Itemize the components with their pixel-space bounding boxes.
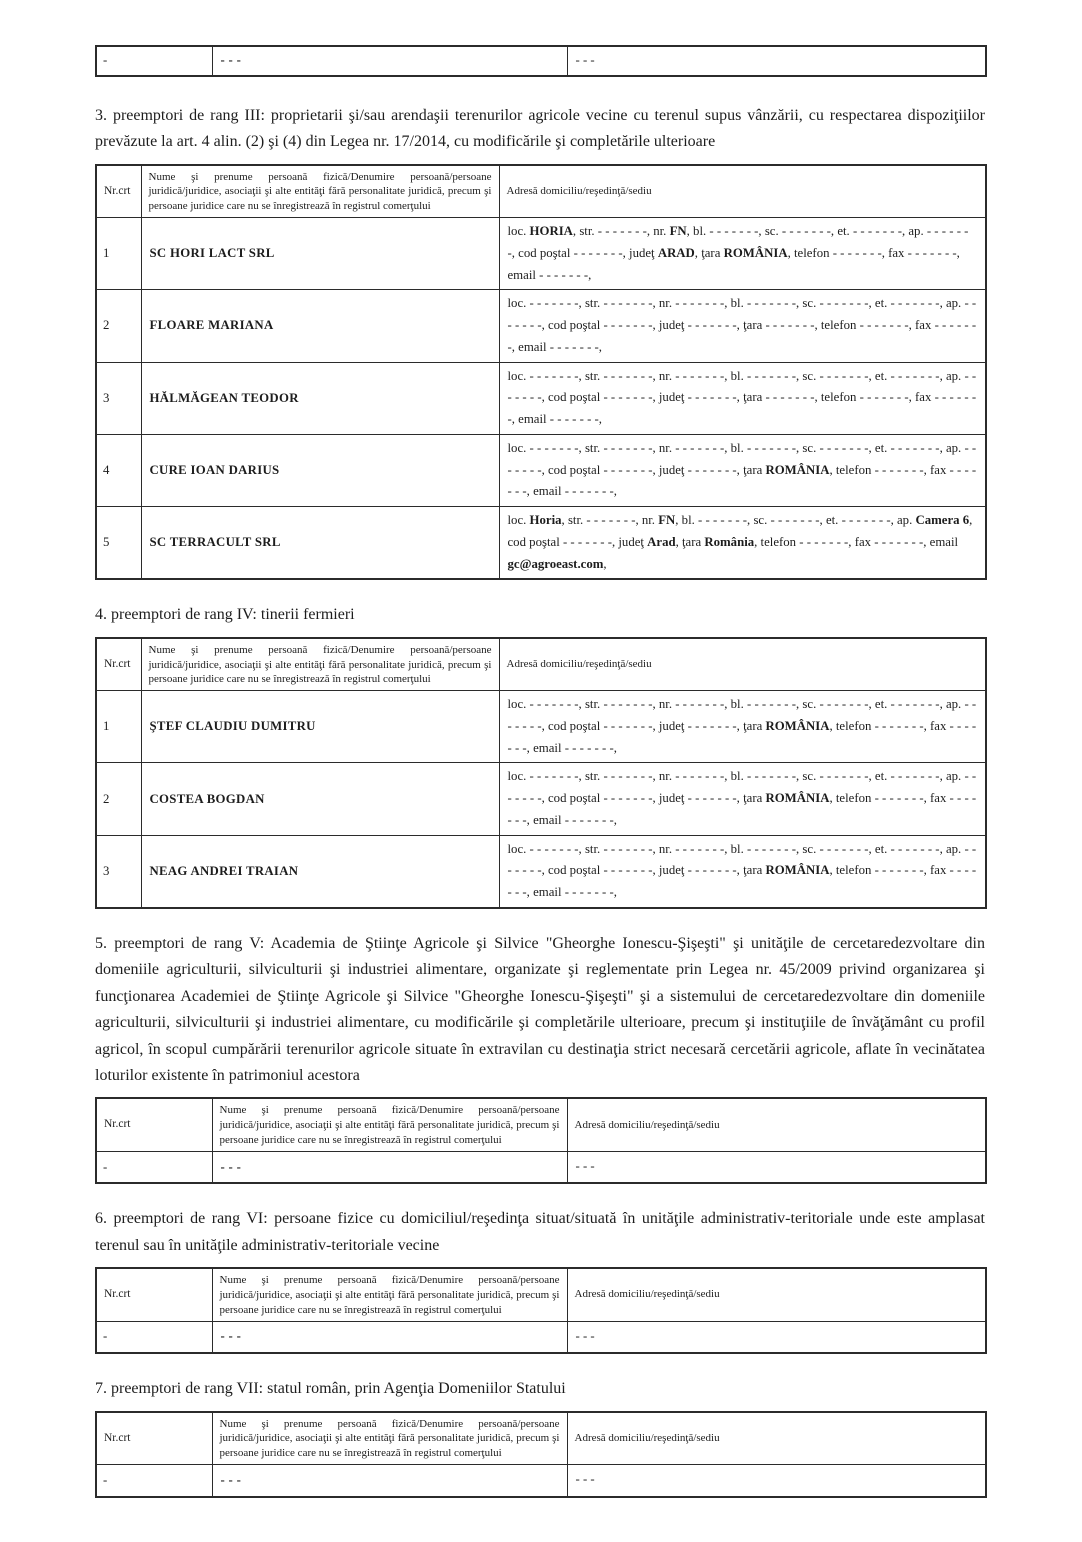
column-header-address: Adresă domiciliu/reşedinţă/sediu xyxy=(567,1098,986,1151)
carryover-table-body xyxy=(96,46,986,76)
row-number-cell: 1 xyxy=(96,218,141,290)
section-4-table xyxy=(95,637,987,909)
name-cell: CURE IOAN DARIUS xyxy=(141,434,499,506)
column-header-name: Nume şi prenume persoană fizică/Denumire persoană/persoane juridică/juridice, asociaţii şi alte entităţi fără personalitate juridică, precum şi persoane juridice care nu se înregistrează în registrul comerţului xyxy=(212,1268,567,1321)
table-header-row xyxy=(96,1412,986,1465)
row-number-cell: - xyxy=(96,1321,212,1353)
row-number-cell: 5 xyxy=(96,507,141,580)
carryover-table xyxy=(95,45,987,77)
address-cell: loc. HORIA, str. - - - - - - -, nr. FN, bl. - - - - - - -, sc. - - - - - - -, et. - - - - - - -, ap. - - - - - - -, cod poştal - - - - - - -, judeţ ARAD, ţara ROMÂNIA, telefon - - - - - - -, fax - - - - - - -, email - - - - - - -, xyxy=(499,218,986,290)
table-header-row xyxy=(96,165,986,218)
section-6-table xyxy=(95,1267,987,1354)
address-cell: - - - xyxy=(567,1151,986,1183)
table-row xyxy=(96,362,986,434)
column-header-nr: Nr.crt xyxy=(96,638,141,691)
section-5-table xyxy=(95,1097,987,1184)
row-number-cell: 3 xyxy=(96,835,141,908)
section-6-table-body xyxy=(96,1321,986,1353)
name-cell: COSTEA BOGDAN xyxy=(141,763,499,835)
column-header-address: Adresă domiciliu/reşedinţă/sediu xyxy=(499,165,986,218)
name-cell: ŞTEF CLAUDIU DUMITRU xyxy=(141,691,499,763)
table-row xyxy=(96,1151,986,1183)
section-7-heading: 7. preemptori de rang VII: statul român, prin Agenţia Domeniilor Statului xyxy=(95,1380,566,1398)
address-cell: loc. Horia, str. - - - - - - -, nr. FN, bl. - - - - - - -, sc. - - - - - - -, et. - - - - - - -, ap. Camera 6, cod poştal - - - - - - -, judeţ Arad, ţara România, telefon - - - - - - -, fax - - - - - - -, email gc@agroeast.com, xyxy=(499,507,986,580)
section-4-table-body xyxy=(96,691,986,908)
table-row xyxy=(96,434,986,506)
table-row xyxy=(96,1465,986,1497)
name-cell: HĂLMĂGEAN TEODOR xyxy=(141,362,499,434)
table-header-row xyxy=(96,1098,986,1151)
table-row xyxy=(96,218,986,290)
table-row xyxy=(96,691,986,763)
section-5-table-body xyxy=(96,1151,986,1183)
column-header-nr: Nr.crt xyxy=(96,165,141,218)
name-cell: SC HORI LACT SRL xyxy=(141,218,499,290)
column-header-nr: Nr.crt xyxy=(96,1412,212,1465)
name-cell: SC TERRACULT SRL xyxy=(141,507,499,580)
address-cell: loc. - - - - - - -, str. - - - - - - -, nr. - - - - - - -, bl. - - - - - - -, sc. - - - - - - -, et. - - - - - - -, ap. - - - - - - -, cod poştal - - - - - - -, judeţ - - - - - - -, ţara ROMÂNIA, telefon - - - - - - -, fax - - - - - - -, email - - - - - - -, xyxy=(499,691,986,763)
table-header-row xyxy=(96,1268,986,1321)
table-row xyxy=(96,507,986,580)
section-3-heading: 3. preemptori de rang III: proprietarii şi/sau arendaşii terenurilor agricole vecine cu terenul supus vânzării, cu respectarea dispoziţiilor prevăzute la art. 4 alin. (2) şi (4) din Legea nr. 17/2014, cu modificările şi completările ulterioare xyxy=(95,106,985,151)
name-cell: NEAG ANDREI TRAIAN xyxy=(141,835,499,908)
table-row xyxy=(96,835,986,908)
column-header-address: Adresă domiciliu/reşedinţă/sediu xyxy=(567,1412,986,1465)
section-6-heading: 6. preemptori de rang VI: persoane fizice cu domiciliul/reşedinţa situat/situată în unităţile administrativ-teritoriale unde este amplasat terenul sau în unităţile administrativ-teritoriale vecine xyxy=(95,1210,985,1254)
name-cell: - - - xyxy=(212,1321,567,1353)
row-number-cell: 2 xyxy=(96,290,141,362)
table-row xyxy=(96,290,986,362)
address-cell: loc. - - - - - - -, str. - - - - - - -, nr. - - - - - - -, bl. - - - - - - -, sc. - - - - - - -, et. - - - - - - -, ap. - - - - - - -, cod poştal - - - - - - -, judeţ - - - - - - -, ţara ROMÂNIA, telefon - - - - - - -, fax - - - - - - -, email - - - - - - -, xyxy=(499,434,986,506)
address-cell: - - - xyxy=(567,46,986,76)
column-header-name: Nume şi prenume persoană fizică/Denumire persoană/persoane juridică/juridice, asociaţii şi alte entităţi fără personalitate juridică, precum şi persoane juridice care nu se înregistrează în registrul comerţului xyxy=(141,165,499,218)
column-header-name: Nume şi prenume persoană fizică/Denumire persoană/persoane juridică/juridice, asociaţii şi alte entităţi fără personalitate juridică, precum şi persoane juridice care nu se înregistrează în registrul comerţului xyxy=(212,1098,567,1151)
column-header-nr: Nr.crt xyxy=(96,1268,212,1321)
column-header-address: Adresă domiciliu/reşedinţă/sediu xyxy=(567,1268,986,1321)
table-row xyxy=(96,1321,986,1353)
section-3-table xyxy=(95,164,987,581)
name-cell: - - - xyxy=(212,1151,567,1183)
section-3-table-body xyxy=(96,218,986,580)
address-cell: loc. - - - - - - -, str. - - - - - - -, nr. - - - - - - -, bl. - - - - - - -, sc. - - - - - - -, et. - - - - - - -, ap. - - - - - - -, cod poştal - - - - - - -, judeţ - - - - - - -, ţara ROMÂNIA, telefon - - - - - - -, fax - - - - - - -, email - - - - - - -, xyxy=(499,835,986,908)
table-header-row xyxy=(96,638,986,691)
address-cell: - - - xyxy=(567,1465,986,1497)
address-cell: loc. - - - - - - -, str. - - - - - - -, nr. - - - - - - -, bl. - - - - - - -, sc. - - - - - - -, et. - - - - - - -, ap. - - - - - - -, cod poştal - - - - - - -, judeţ - - - - - - -, ţara - - - - - - -, telefon - - - - - - -, fax - - - - - - -, email - - - - - - -, xyxy=(499,362,986,434)
name-cell: - - - xyxy=(212,46,567,76)
column-header-name: Nume şi prenume persoană fizică/Denumire persoană/persoane juridică/juridice, asociaţii şi alte entităţi fără personalitate juridică, precum şi persoane juridice care nu se înregistrează în registrul comerţului xyxy=(212,1412,567,1465)
row-number-cell: - xyxy=(96,1151,212,1183)
row-number-cell: 1 xyxy=(96,691,141,763)
column-header-name: Nume şi prenume persoană fizică/Denumire persoană/persoane juridică/juridice, asociaţii şi alte entităţi fără personalitate juridică, precum şi persoane juridice care nu se înregistrează în registrul comerţului xyxy=(141,638,499,691)
address-cell: - - - xyxy=(567,1321,986,1353)
name-cell: - - - xyxy=(212,1465,567,1497)
name-cell: FLOARE MARIANA xyxy=(141,290,499,362)
section-7-table-body xyxy=(96,1465,986,1497)
row-number-cell: - xyxy=(96,46,212,76)
address-cell: loc. - - - - - - -, str. - - - - - - -, nr. - - - - - - -, bl. - - - - - - -, sc. - - - - - - -, et. - - - - - - -, ap. - - - - - - -, cod poştal - - - - - - -, judeţ - - - - - - -, ţara ROMÂNIA, telefon - - - - - - -, fax - - - - - - -, email - - - - - - -, xyxy=(499,763,986,835)
table-row xyxy=(96,763,986,835)
row-number-cell: 2 xyxy=(96,763,141,835)
row-number-cell: 3 xyxy=(96,362,141,434)
column-header-nr: Nr.crt xyxy=(96,1098,212,1151)
section-5-heading: 5. preemptori de rang V: Academia de Ştiinţe Agricole şi Silvice "Gheorghe Ionescu-Şişeşti" şi unităţile de cercetaredezvoltare din domeniile agriculturii, silviculturii şi industriei alimentare, organizate şi reglementate prin Legea nr. 45/2009 privind organizarea şi funcţionarea Academiei de Ştiinţe Agricole şi Silvice "Gheorghe Ionescu-Şişeşti" şi a sistemului de cercetaredezvoltare din domeniile agriculturii, silviculturii şi industriei alimentare, cu modificările şi completările ulterioare, precum şi instituţiile de învăţământ cu profil agricol, în scopul cumpărării terenurilor agricole situate în extravilan cu destinaţia strict necesară cercetării agricole, aflate în vecinătatea loturilor existente în patrimoniul acestora xyxy=(95,934,985,1084)
table-row xyxy=(96,46,986,76)
document-page xyxy=(95,0,985,1542)
section-7-table xyxy=(95,1411,987,1498)
column-header-address: Adresă domiciliu/reşedinţă/sediu xyxy=(499,638,986,691)
row-number-cell: 4 xyxy=(96,434,141,506)
address-cell: loc. - - - - - - -, str. - - - - - - -, nr. - - - - - - -, bl. - - - - - - -, sc. - - - - - - -, et. - - - - - - -, ap. - - - - - - -, cod poştal - - - - - - -, judeţ - - - - - - -, ţara - - - - - - -, telefon - - - - - - -, fax - - - - - - -, email - - - - - - -, xyxy=(499,290,986,362)
row-number-cell: - xyxy=(96,1465,212,1497)
section-4-heading: 4. preemptori de rang IV: tinerii fermieri xyxy=(95,606,355,624)
